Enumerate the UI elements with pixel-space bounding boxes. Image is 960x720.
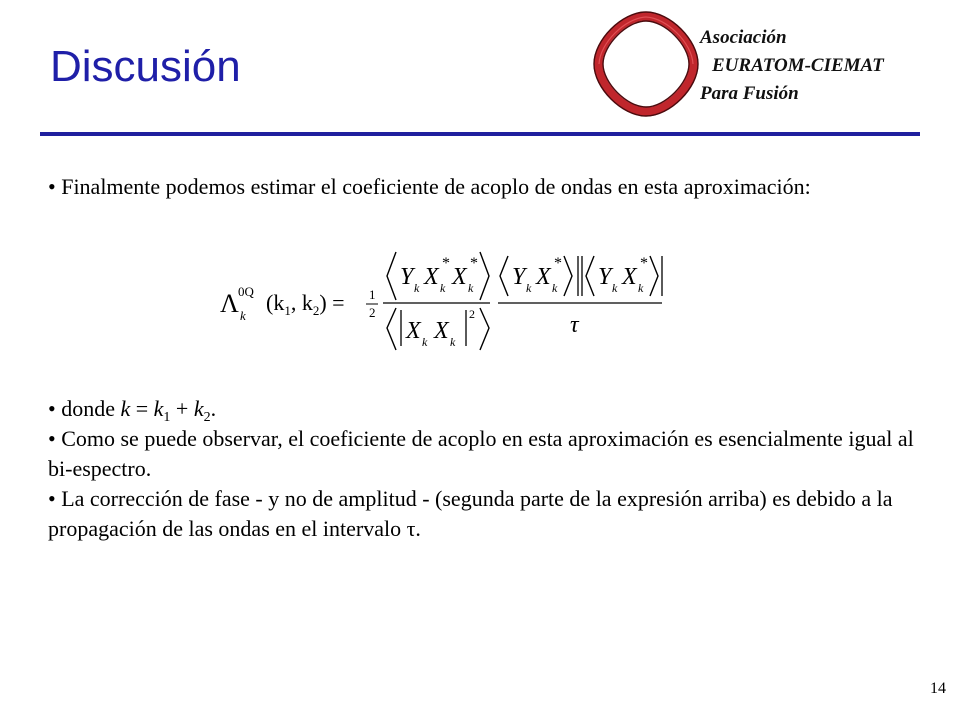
svg-text:X: X	[622, 264, 637, 290]
svg-text:k: k	[612, 281, 618, 295]
formula-lambda-sub: k	[240, 308, 246, 323]
svg-text:Y: Y	[598, 264, 612, 290]
bullet-4: • La corrección de fase - y no de amplitud - (segunda parte de la expresión arriba) es debido a la propagación de las ondas en el intervalo τ.	[48, 486, 893, 541]
org-line-3: Para Fusión	[700, 83, 799, 104]
coupling-coefficient-formula	[218, 246, 668, 356]
svg-text:k: k	[468, 281, 474, 295]
svg-text:X: X	[424, 264, 439, 290]
svg-text:k: k	[552, 281, 558, 295]
bullets-lower	[48, 394, 928, 544]
svg-text:Y: Y	[400, 264, 414, 290]
formula-tau: τ	[570, 312, 579, 338]
svg-text:k: k	[422, 335, 428, 349]
svg-text:k: k	[440, 281, 446, 295]
svg-text:*: *	[640, 255, 648, 272]
bullet-1: • Finalmente podemos estimar el coeficiente de acoplo de ondas en esta aproximación:	[48, 174, 811, 199]
svg-text:k: k	[638, 281, 644, 295]
svg-text:k: k	[414, 281, 420, 295]
formula-half-den: 2	[369, 305, 376, 320]
svg-text:*: *	[470, 255, 478, 272]
svg-text:X: X	[452, 264, 467, 290]
formula-lambda: Λ	[220, 289, 239, 318]
logo-ring-icon	[590, 8, 702, 120]
svg-text:k: k	[450, 335, 456, 349]
organization-label	[700, 24, 884, 108]
svg-text:Y: Y	[512, 264, 526, 290]
formula-lambda-sup: 0Q	[238, 284, 254, 299]
svg-text:k: k	[526, 281, 532, 295]
page-number: 14	[930, 680, 946, 697]
org-line-1: Asociación	[700, 27, 787, 48]
bullet-2: • donde $k = k_1 + k_2$.	[48, 396, 217, 425]
page-title: Discusión	[50, 42, 241, 91]
svg-text:2: 2	[469, 307, 475, 321]
bullet-3: • Como se puede observar, el coeficiente de acoplo en esta aproximación es esencialmente igual al bi-espectro.	[48, 426, 914, 481]
svg-text:X: X	[536, 264, 551, 290]
org-line-2: EURATOM-CIEMAT	[712, 55, 884, 76]
svg-text:*: *	[554, 255, 562, 272]
title-divider	[40, 132, 920, 136]
svg-text:X: X	[406, 318, 421, 344]
formula-args: ($k_1$, $k_2$) =	[266, 290, 345, 318]
svg-text:X: X	[434, 318, 449, 344]
svg-text:*: *	[442, 255, 450, 272]
formula-half-num: 1	[369, 287, 376, 302]
